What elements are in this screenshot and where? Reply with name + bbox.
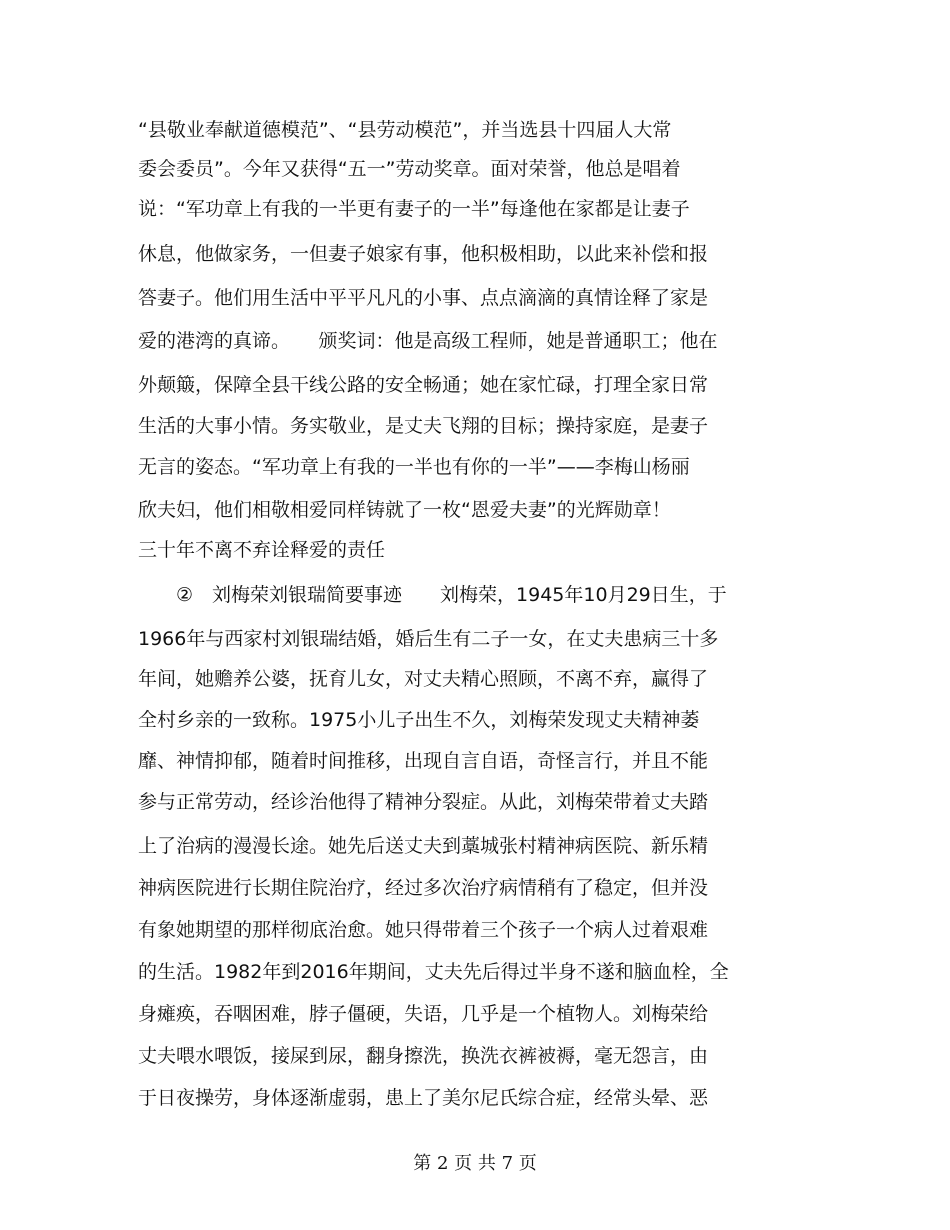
text-line: 爱的港湾的真谛。 颁奖词：他是高级工程师，她是普通职工；他在 — [138, 330, 718, 352]
text-line: 神病医院进行长期住院治疗，经过多次治疗病情稍有了稳定，但并没 — [138, 877, 709, 899]
text-line: 无言的姿态。“军功章上有我的一半也有你的一半”——李梅山杨丽 — [138, 456, 690, 478]
text-line: 上了治病的漫漫长途。她先后送丈夫到藁城张村精神病医院、新乐精 — [138, 835, 709, 857]
text-line: 有象她期望的那样彻底治愈。她只得带着三个孩子一个病人过着艰难 — [138, 919, 709, 941]
text-line: “县敬业奉献道德模范”、“县劳动模范”，并当选县十四届人大常 — [138, 119, 672, 141]
page-number-footer: 第 2 页 共 7 页 — [413, 1153, 537, 1174]
text-line: 年间，她赡养公婆，抚育儿女，对丈夫精心照顾，不离不弃，赢得了 — [138, 668, 709, 690]
text-line: 全村乡亲的一致称。1975小儿子出生不久，刘梅荣发现丈夫精神萎 — [138, 709, 700, 731]
text-line: 说：“军功章上有我的一半更有妻子的一半”每逢他在家都是让妻子 — [138, 198, 690, 220]
text-line: 靡、神情抑郁，随着时间推移，出现自言自语，奇怪言行，并且不能 — [138, 750, 709, 772]
text-line: 外颠簸，保障全县干线公路的安全畅通；她在家忙碌，打理全家日常 — [138, 374, 709, 396]
section-heading: 三十年不离不弃诠释爱的责任 — [138, 539, 386, 561]
text-line: 委会委员”。今年又获得“五一”劳动奖章。面对荣誉，他总是唱着 — [138, 158, 681, 180]
text-line: 于日夜操劳，身体逐渐虚弱，患上了美尔尼氏综合症，经常头晕、恶 — [138, 1087, 709, 1109]
text-line: 参与正常劳动，经诊治他得了精神分裂症。从此，刘梅荣带着丈夫踏 — [138, 791, 709, 813]
text-line: 欣夫妇，他们相敬相爱同样铸就了一枚“恩爱夫妻”的光辉勋章！ — [138, 499, 671, 521]
text-line: 丈夫喂水喂饭，接屎到尿，翻身擦洗，换洗衣裤被褥，毫无怨言，由 — [138, 1045, 709, 1067]
text-line: 答妻子。他们用生活中平平凡凡的小事、点点滴滴的真情诠释了家是 — [138, 287, 709, 309]
text-line: ② 刘梅荣刘银瑞简要事迹 刘梅荣，1945年10月29日生，于 — [138, 584, 727, 606]
text-line: 1966年与西家村刘银瑞结婚，婚后生有二子一女，在丈夫患病三十多 — [138, 628, 719, 650]
text-line: 休息，他做家务，一但妻子娘家有事，他积极相助，以此来补偿和报 — [138, 243, 709, 265]
text-line: 生活的大事小情。务实敬业，是丈夫飞翔的目标；操持家庭，是妻子 — [138, 415, 709, 437]
text-line: 身瘫痪，吞咽困难，脖子僵硬，失语，几乎是一个植物人。刘梅荣给 — [138, 1003, 709, 1025]
text-line: 的生活。1982年到2016年期间，丈夫先后得过半身不遂和脑血栓，全 — [138, 961, 729, 983]
